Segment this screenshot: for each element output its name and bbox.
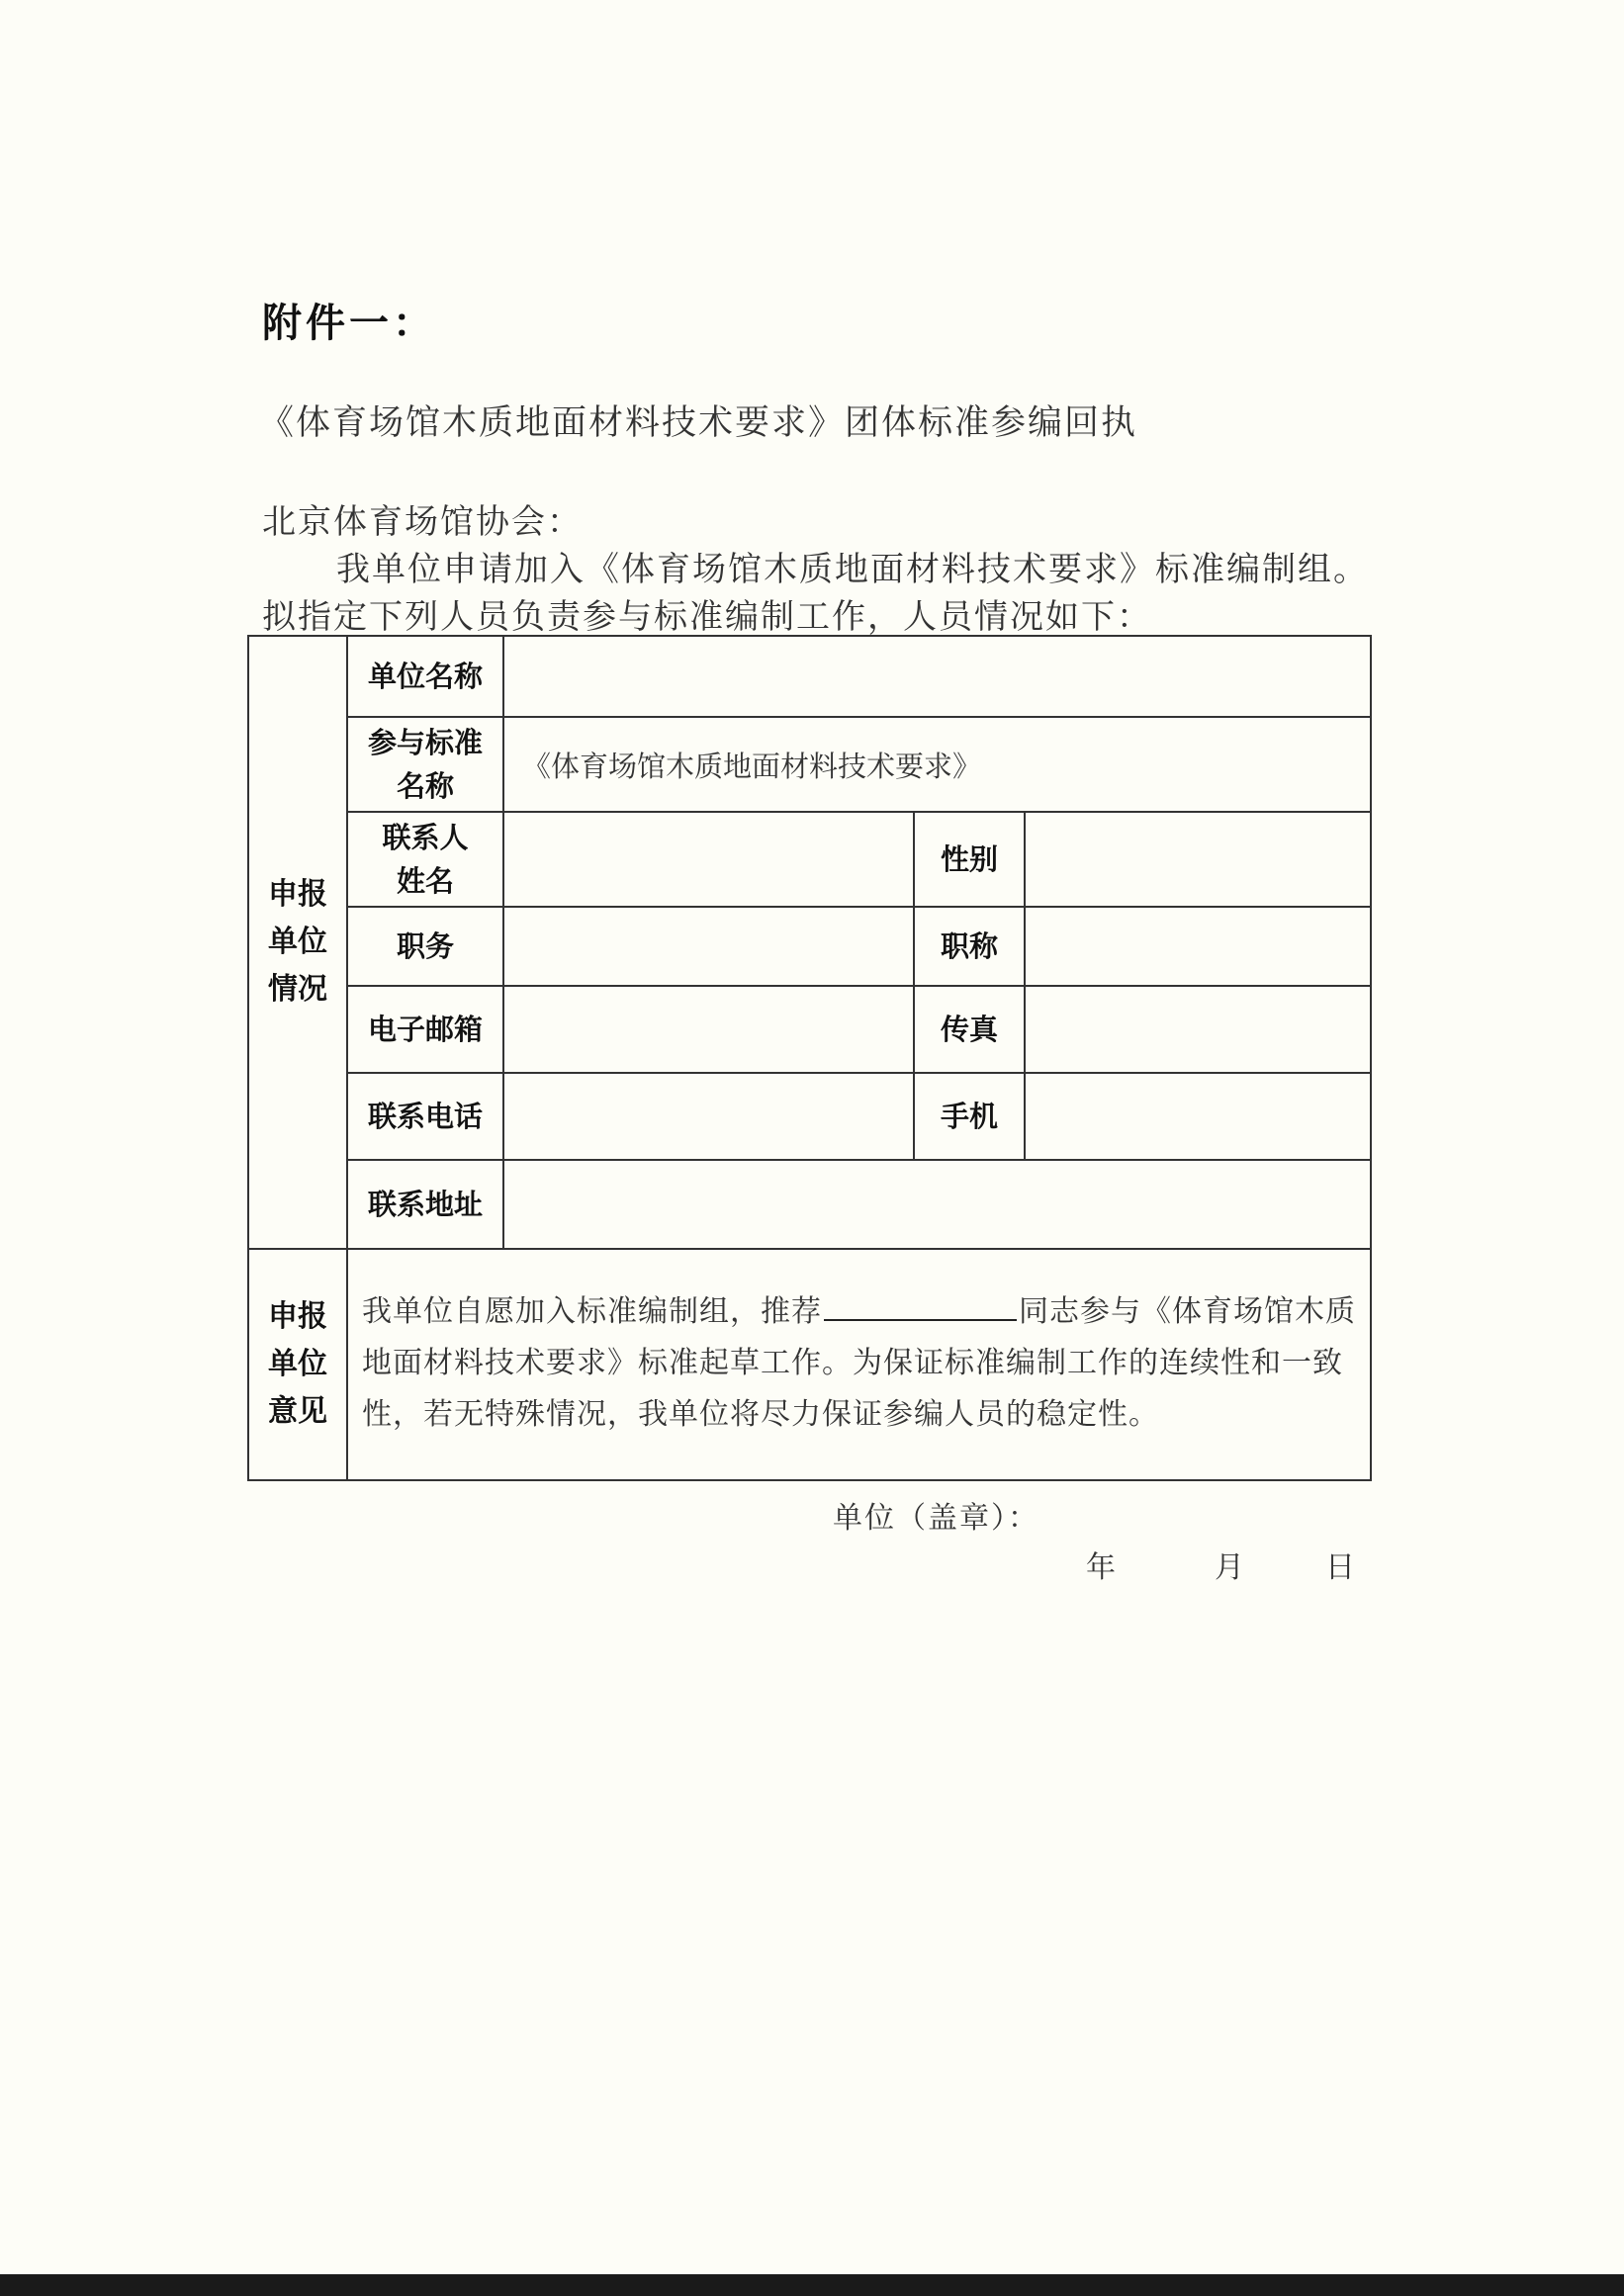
mobile-field[interactable] [1025,1073,1371,1160]
row-phone [248,1073,1371,1160]
row-email [248,986,1371,1073]
stamp-label: 单位（盖章）： [833,1501,1039,1536]
row-opinion [248,1249,1371,1480]
recommended-person-blank[interactable] [824,1289,1017,1321]
phone-label: 联系电话 [347,1073,503,1160]
date-year-label: 年 [1086,1550,1116,1585]
section-applicant-opinion: 申报 单位 意见 [248,1249,347,1480]
gender-field[interactable] [1025,812,1371,907]
phone-field[interactable] [503,1073,914,1160]
title-field[interactable] [1025,907,1371,986]
standard-name-value: 《体育场馆木质地面材料技术要求》 [503,717,1371,812]
row-unit-name [248,636,1371,717]
position-label: 职务 [347,907,503,986]
opinion-text-part1: 我单位自愿加入标准编制组，推荐 [362,1294,822,1329]
unit-name-label: 单位名称 [347,636,503,717]
fax-label: 传真 [914,986,1025,1073]
row-standard-name [248,717,1371,812]
email-label: 电子邮箱 [347,986,503,1073]
application-form-table [247,635,1372,1481]
row-position [248,907,1371,986]
address-field[interactable] [503,1160,1371,1249]
fax-field[interactable] [1025,986,1371,1073]
email-field[interactable] [503,986,914,1073]
mobile-label: 手机 [914,1073,1025,1160]
intro-line-1: 我单位申请加入《体育场馆木质地面材料技术要求》标准编制组。 [336,550,1369,589]
row-address [248,1160,1371,1249]
opinion-text-part2: 同志参与《体育场馆木质地面材料技术要求》标准起草工作。为保证标准编制工作的连续性和一致性，若无特殊情况，我单位将尽力保证参编人员的稳定性。 [362,1294,1356,1432]
title-label: 职称 [914,907,1025,986]
unit-name-field[interactable] [503,636,1371,717]
address-label: 联系地址 [347,1160,503,1249]
document-title: 《体育场馆木质地面材料技术要求》团体标准参编回执 [259,403,1138,443]
row-contact-name [248,812,1371,907]
date-month-label: 月 [1215,1550,1244,1585]
standard-name-label: 参与标准 名称 [347,717,503,812]
attachment-heading: 附件一： [262,301,436,346]
contact-name-field[interactable] [503,812,914,907]
addressee: 北京体育场馆协会： [262,502,583,542]
intro-line-2: 拟指定下列人员负责参与标准编制工作，人员情况如下： [262,597,1152,637]
position-field[interactable] [503,907,914,986]
opinion-text [347,1249,1371,1480]
gender-label: 性别 [914,812,1025,907]
section-applicant-info: 申报 单位 情况 [248,636,347,1249]
contact-name-label: 联系人 姓名 [347,812,503,907]
date-day-label: 日 [1325,1550,1355,1585]
scan-bottom-edge [0,2274,1624,2296]
